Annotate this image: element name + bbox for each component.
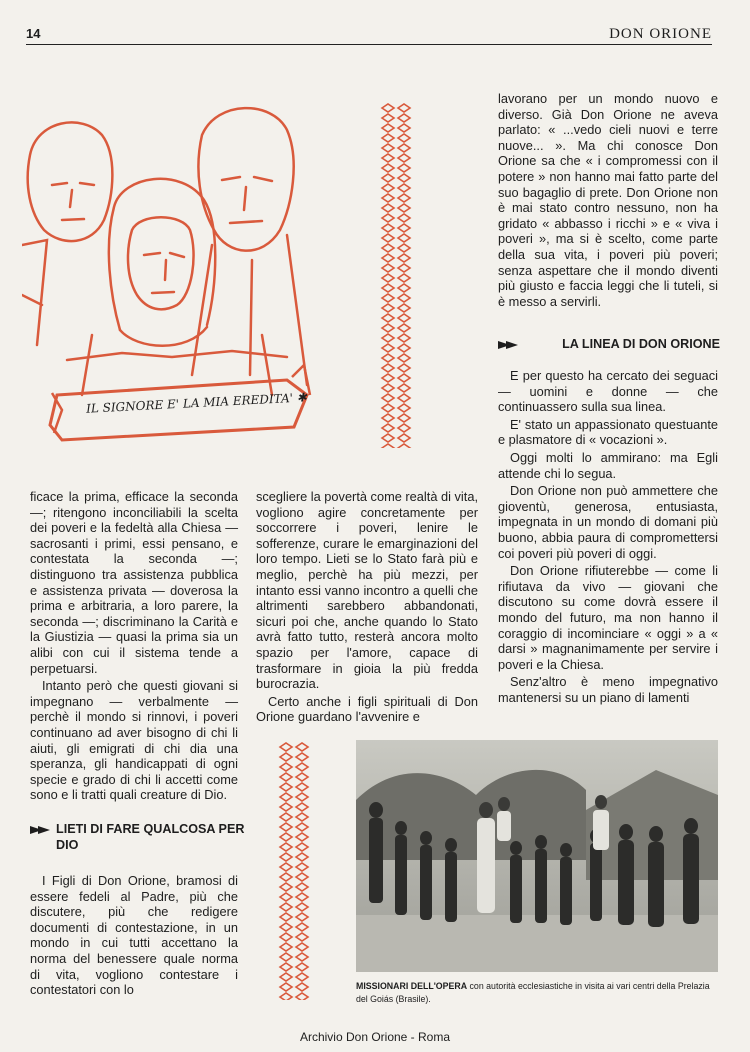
ornament-strip-top [380,103,412,448]
paragraph: E' stato un appassionato questuante e plasmatore di « vocazioni ». [498,416,718,448]
section-heading-linea [498,337,720,353]
banner-text: IL SIGNORE E' LA MIA EREDITA' ✱ [85,390,308,416]
paragraph: scegliere la povertà come realtà di vita, vogliono agire concretamente per soccorrere i poveri, lenire le sofferenze, curare le emarginazioni del loro tempo. Lieti se lo Stato farà più e meglio, perchè ha più mezzi, per intanto essi vanno incontro a quelli che altrimenti sarebbero abbandonati, sicuri poi che, anche quando lo Stato avrà fatto tutto, resterà ancora molto spazio per l'amore, capace di trasformare in gioia la più fredda burocrazia. [256,489,478,692]
paragraph: Certo anche i figli spirituali di Don Orione guardano l'avvenire e [256,693,478,725]
page-number: 14 [26,26,41,41]
column-2 [256,489,478,727]
missionaries-photo [356,740,718,972]
heading-text: LA LINEA DI DON ORIONE [562,337,720,351]
paragraph: Senz'altro è meno impegnativo mantenersi su un piano di lamenti [498,674,718,705]
caption-strong: MISSIONARI DELL'OPERA [356,981,468,991]
paragraph: Intanto però che questi giovani si impegnano — verbalmente — perchè il mondo si rinnovi, i poveri continuano ad aver bisogno di chi li aiuti, gli emigrati di chi dia una speranza, gli handicappati di ogni specie e grado di chi li accetti come sono e li tratti quali creature di Dio. [30,678,238,803]
paragraph: I Figli di Don Orione, bramosi di essere fedeli al Padre, più che discutere, più che redigere documenti di contestazione, in un mondo in cui tutti accettano la norma del benessere quale norma di vita, vogliono contestare i contestatori con lo [30,873,238,998]
ornament-strip-bottom [278,742,310,1000]
paragraph: ficace la prima, efficace la seconda —; ritengono inconciliabili la scelta dei poveri e la fedeltà alla Chiesa — sacrosanti i primi, essi pensano, e contestata la seconda —; distinguono tra assistenza pubblica e assistenza privata — doverosa la prima e arbitraria, a loro parere, la seconda —; discriminano la Carità e la Giustizia — quasi la prima sia un alibi con cui il sistema tende a perpetuarsi. [30,489,238,676]
photo-caption [356,980,720,1006]
column-3-top [498,91,718,311]
paragraph: E per questo ha cercato dei seguaci — uomini e donne — che continuassero sulla sua linea. [498,368,718,415]
section-heading-lieti [30,822,245,853]
archive-footer: Archivio Don Orione - Roma [299,1030,451,1044]
header-rule [26,44,712,45]
heading-text: LIETI DI FARE QUALCOSA PER DIO [56,822,245,852]
paragraph: Oggi molti lo ammirano: ma Egli attende chi lo segua. [498,449,718,481]
paragraph: Don Orione non può ammettere che gioventù, generosa, entusiasta, impegnata in un mondo di domani più buono, abbia paura di compromettersi coi poveri più poveri di oggi. [498,483,718,561]
paragraph: Don Orione rifiuterebbe — come li rifiutava da vivo — giovani che discutono su come dovrà essere il mondo del futuro, ma non hanno il coraggio di incominciare « oggi » a « darsi » magnanimamente per servire i poveri e la Chiesa. [498,563,718,672]
column-1-bottom [30,873,238,1000]
running-title: DON ORIONE [609,26,712,42]
arrow-bullet-icon [30,824,50,836]
column-3-bottom [498,368,718,707]
paragraph: lavorano per un mondo nuovo e diverso. Già Don Orione ne aveva parlato: « ...vedo cieli nuovi e terre nuove... ». Ma chi conosce Don Orione sa che « i compromessi con il potere » non hanno mai fatto parte del suo bagaglio di prete. Don Orione non è mai stato contro nessuno, non ha gridato « abbasso i ricchi » e « viva i poveri », ma si è scelto, come parte della sua vita, i poveri più poveri; senza aspettare che il mondo diventi più giusto e faccia leggi che li tuteli, si è messo a servirli. [498,91,718,309]
column-1-top [30,489,238,805]
arrow-bullet-icon [498,339,518,351]
caption-rest: con autorità ecclesiastiche in visita ai vari centri della Prelazia del Goiás (Brasile). [356,981,710,1004]
